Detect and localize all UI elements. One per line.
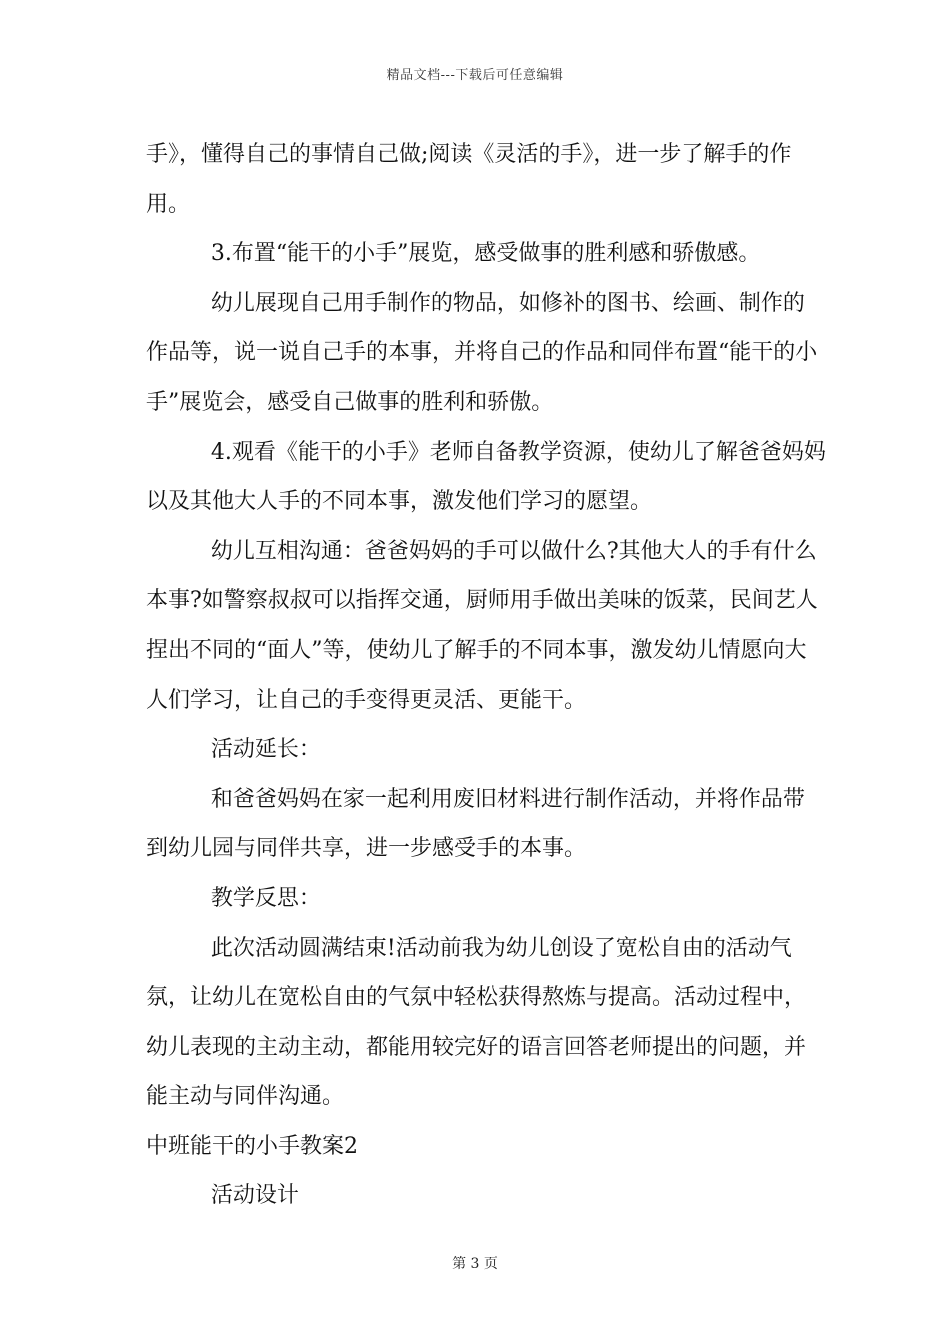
paragraph-communication: 幼儿互相沟通：爸爸妈妈的手可以做什么?其他大人的手有什么本事?如警察叔叔可以指挥交通，厨师用手做出美味的饭菜，民间艺人捏出不同的“面人”等，使幼儿了解手的不同本事，激发幼儿情愿向大人们学习，让自己的手变得更灵活、更能干。	[146, 538, 818, 713]
paragraph-exhibition: 幼儿展现自己用手制作的物品，如修补的图书、绘画、制作的作品等，说一说自己手的本事，并将自己的作品和同伴布置“能干的小手”展览会，感受自己做事的胜利和骄傲。	[146, 290, 818, 415]
lesson-plan-title: 中班能干的小手教案2	[146, 1133, 358, 1159]
paragraph-extension: 和爸爸妈妈在家一起利用废旧材料进行制作活动，并将作品带到幼儿园与同伴共享，进一步感受手的本事。	[146, 786, 805, 862]
paragraph-continuation: 手》，懂得自己的事情自己做;阅读《灵活的手》，进一步了解手的作用。	[146, 142, 792, 217]
paragraph-step-4: 4.观看《能干的小手》老师自备教学资源，使幼儿了解爸爸妈妈以及其他大人手的不同本事，激发他们学习的愿望。	[146, 439, 826, 515]
section-heading-design: 活动设计	[210, 1183, 299, 1209]
section-heading-reflection: 教学反思：	[210, 885, 321, 911]
paragraph-reflection: 此次活动圆满结束!活动前我为幼儿创设了宽松自由的活动气氛，让幼儿在宽松自由的气氛中轻松获得熬炼与提高。活动过程中，幼儿表现的主动主动，都能用较完好的语言回答老师提出的问题，并能主动与同伴沟通。	[146, 935, 807, 1110]
page-header: 精品文档---下载后可任意编辑	[386, 68, 564, 83]
page-number: 第 3 页	[452, 1256, 498, 1272]
document-body	[146, 130, 826, 1221]
section-heading-extension: 活动延长：	[210, 737, 321, 763]
paragraph-step-3: 3.布置“能干的小手”展览，感受做事的胜利感和骄傲感。	[210, 241, 761, 267]
